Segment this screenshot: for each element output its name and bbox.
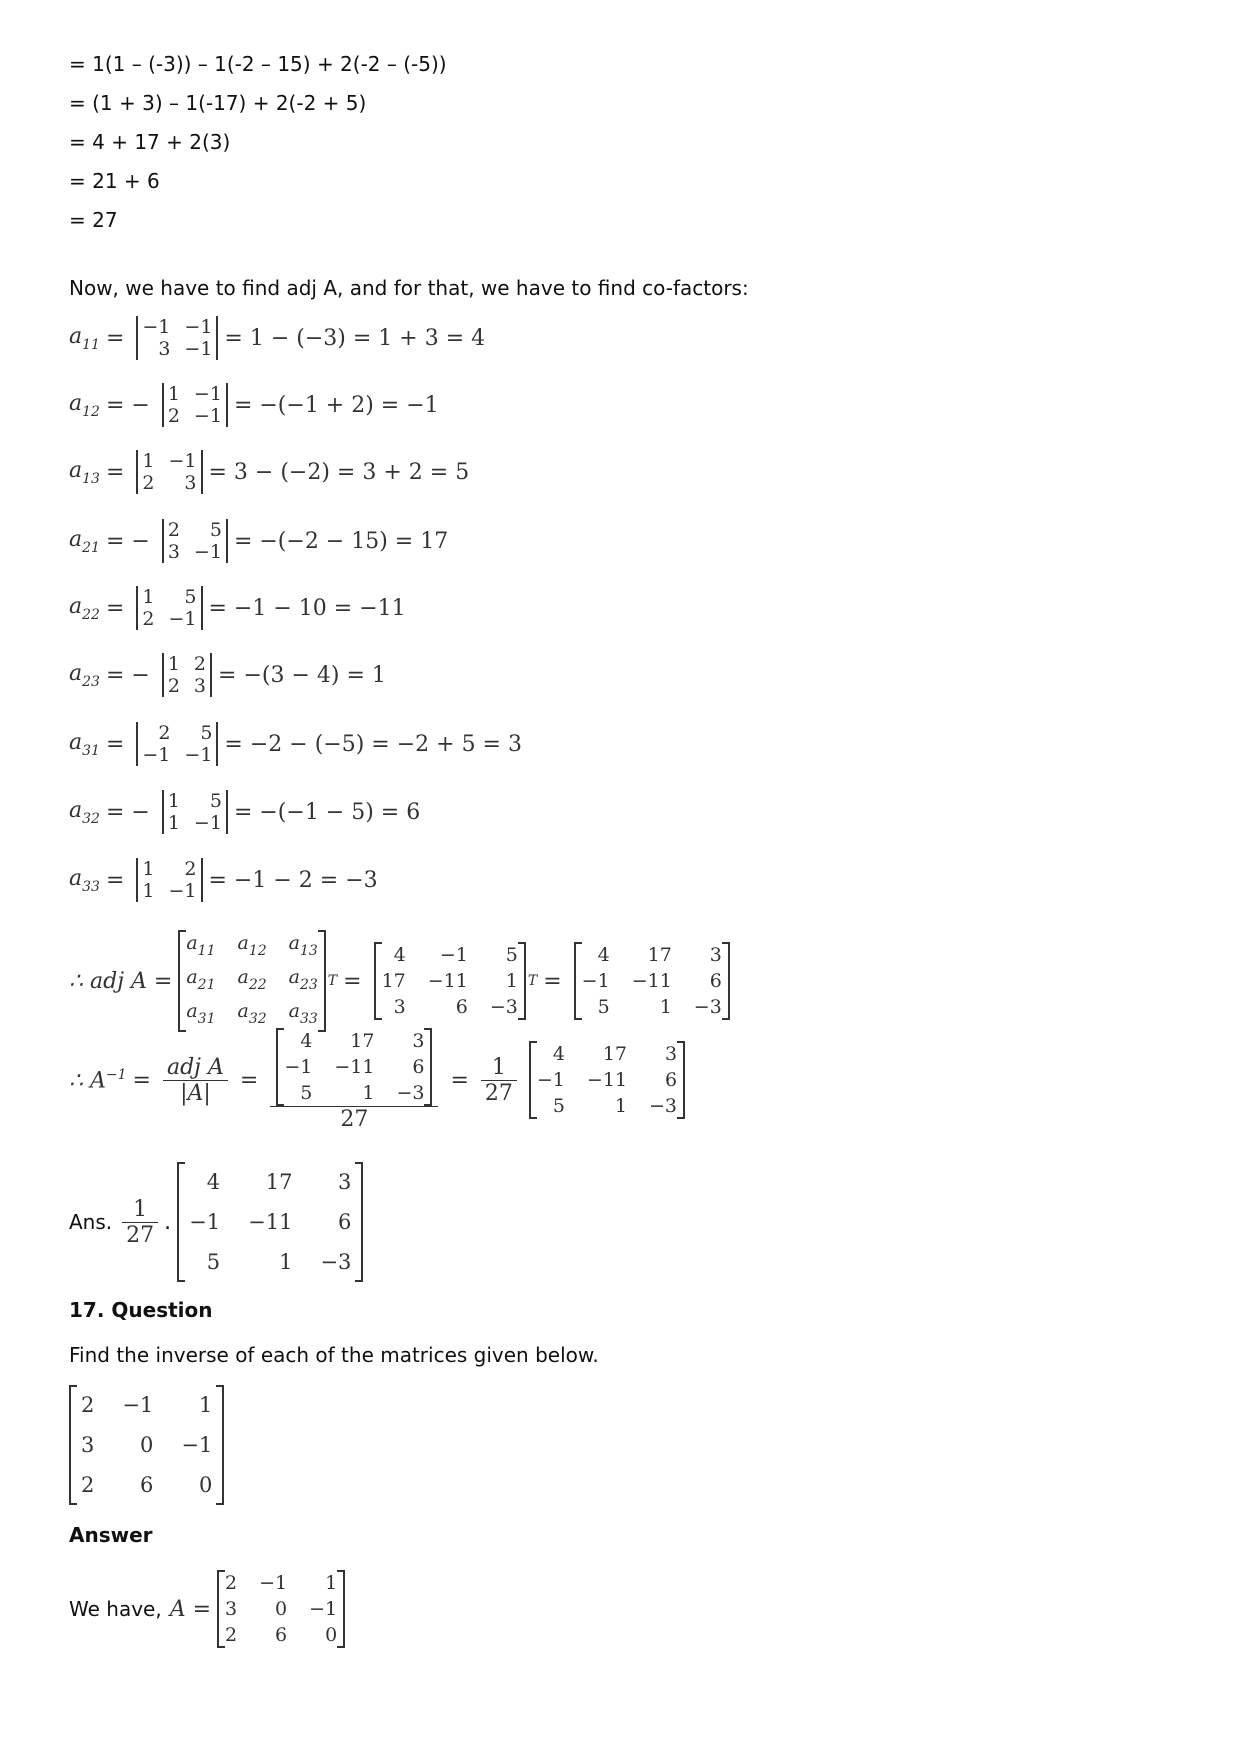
cofactor-intro: Now, we have to find adj A, and for that, we have to find co-factors: xyxy=(69,276,749,300)
matrix-entry: 5 xyxy=(552,1095,565,1117)
cofactor-result: = 3 − (−2) = 3 + 2 = 5 xyxy=(208,459,470,485)
inverse-result-matrix xyxy=(529,1041,685,1119)
cofactor-line-13 xyxy=(69,450,469,494)
adj-equation xyxy=(69,930,736,1032)
matrix-entry: 5 xyxy=(597,996,610,1018)
step-line-3: = 4 + 17 + 2(3) xyxy=(69,130,231,154)
matrix-entry: 0 xyxy=(275,1598,288,1620)
matrix-entry: 5 xyxy=(505,944,518,966)
matrix-entry: 0 xyxy=(198,1473,213,1497)
matrix-entry: 6 xyxy=(412,1056,425,1078)
matrix-entry: 2 xyxy=(225,1624,238,1646)
question-heading: 17. Question xyxy=(69,1298,213,1322)
matrix-entry: 17 xyxy=(647,944,672,966)
matrix-entry: 3 xyxy=(338,1170,352,1194)
matrix-entry: $a_{11}$ xyxy=(186,932,216,959)
equals-sign: = xyxy=(450,1067,469,1093)
matrix-entry: 3 xyxy=(225,1598,238,1620)
matrix-entry: −1 xyxy=(536,1069,565,1091)
minor-determinant: 2 5 3 −1 xyxy=(162,519,228,563)
step-line-2: = (1 + 3) – 1(-17) + 2(-2 + 5) xyxy=(69,91,367,115)
matrix-entry: 3 xyxy=(81,1433,95,1457)
matrix-entry: 6 xyxy=(139,1473,154,1497)
cofactor-label: $a_{11}$ xyxy=(69,323,100,353)
matrix-entry: −3 xyxy=(320,1250,352,1274)
matrix-entry: 1 xyxy=(505,970,518,992)
matrix-entry: 4 xyxy=(597,944,610,966)
matrix-entry: $a_{23}$ xyxy=(288,966,318,993)
cofactor-sign: = − xyxy=(105,799,150,825)
matrix-entry: 2 xyxy=(225,1572,238,1594)
we-have-text: We have, xyxy=(69,1597,162,1621)
equals-sign: = xyxy=(343,968,362,994)
minor-determinant: −1 −1 3 −1 xyxy=(136,316,218,360)
cofactor-line-23 xyxy=(69,653,386,697)
matrix-entry: $a_{33}$ xyxy=(288,1000,318,1027)
answer-heading: Answer xyxy=(69,1523,153,1547)
matrix-entry: 2 xyxy=(81,1473,95,1497)
matrix-entry: −11 xyxy=(427,970,468,992)
matrix-entry: 1 xyxy=(198,1393,213,1417)
matrix-entry: −11 xyxy=(334,1056,375,1078)
step-line-1: = 1(1 – (-3)) – 1(-2 – 15) + 2(-2 – (-5)) xyxy=(69,52,447,76)
matrix-entry: 6 xyxy=(709,970,722,992)
given-matrix xyxy=(217,1570,345,1648)
matrix-entry: 3 xyxy=(412,1030,425,1052)
matrix-entry: $a_{21}$ xyxy=(186,966,216,993)
cofactor-label: $a_{32}$ xyxy=(69,797,100,827)
cofactor-line-21 xyxy=(69,519,448,563)
question-text: Find the inverse of each of the matrices given below. xyxy=(69,1343,599,1367)
matrix-entry: −11 xyxy=(631,970,672,992)
matrix-entry: 17 xyxy=(381,970,406,992)
matrix-entry: −3 xyxy=(693,996,722,1018)
matrix-entry: −1 xyxy=(284,1056,313,1078)
matrix-entry: −1 xyxy=(122,1393,154,1417)
transpose-mark-1: T xyxy=(327,973,338,989)
matrix-entry: 6 xyxy=(275,1624,288,1646)
matrix-entry: 4 xyxy=(393,944,406,966)
matrix-entry: −11 xyxy=(586,1069,628,1091)
we-have-A: A = xyxy=(169,1596,212,1622)
matrix-entry: $a_{12}$ xyxy=(237,932,267,959)
cofactor-result: = −1 − 2 = −3 xyxy=(208,867,378,893)
matrix-entry: $a_{32}$ xyxy=(237,1000,267,1027)
minor-determinant: 1 −1 2 3 xyxy=(136,450,202,494)
minor-determinant: 1 2 1 −1 xyxy=(136,858,202,902)
matrix-entry: $a_{13}$ xyxy=(288,932,318,959)
question-matrix xyxy=(69,1385,224,1505)
matrix-entry: 5 xyxy=(206,1250,221,1274)
cofactor-label: $a_{33}$ xyxy=(69,865,100,895)
answer-matrix xyxy=(177,1162,363,1282)
minor-determinant: 1 5 2 −1 xyxy=(136,586,202,630)
adj-lead: ∴ adj A = xyxy=(69,968,173,994)
cofactor-result: = −(−1 − 5) = 6 xyxy=(233,799,421,825)
cofactor-sign: = − xyxy=(105,528,150,554)
minor-determinant: 1 −1 2 −1 xyxy=(162,383,228,427)
inverse-equation xyxy=(69,1028,691,1132)
matrix-entry: −1 xyxy=(181,1433,213,1457)
cofactor-sign: = xyxy=(105,459,125,485)
numeric-cofactor-matrix xyxy=(374,942,526,1020)
cofactor-sign: = xyxy=(105,867,125,893)
matrix-entry: 1 xyxy=(279,1250,293,1274)
equals-sign: = xyxy=(239,1067,259,1093)
adj-over-det-fraction: $\frac{\text{adj A}}{|A|}$ xyxy=(163,1055,228,1106)
we-have-line xyxy=(69,1570,351,1648)
cofactor-line-33 xyxy=(69,858,378,902)
cofactor-label: $a_{12}$ xyxy=(69,390,100,420)
matrix-entry: −1 xyxy=(189,1210,221,1234)
cofactor-line-11 xyxy=(69,316,485,360)
matrix-entry: 1 xyxy=(325,1572,338,1594)
matrix-entry: −1 xyxy=(439,944,468,966)
scalar-fraction: $\frac{1}{27}$ xyxy=(481,1055,517,1106)
cofactor-matrix xyxy=(178,930,325,1032)
minor-determinant: 1 5 1 −1 xyxy=(162,790,228,834)
matrix-entry: −11 xyxy=(248,1210,293,1234)
matrix-entry: 3 xyxy=(664,1043,678,1065)
cofactor-result: = −(−1 + 2) = −1 xyxy=(233,392,439,418)
matrix-entry: $a_{31}$ xyxy=(186,1000,216,1027)
matrix-entry: −1 xyxy=(581,970,610,992)
step-line-5: = 27 xyxy=(69,208,118,232)
cofactor-line-12 xyxy=(69,383,439,427)
cofactor-result: = −1 − 10 = −11 xyxy=(208,595,406,621)
transpose-mark-2: T xyxy=(527,973,538,989)
matrix-entry: 0 xyxy=(139,1433,154,1457)
matrix-entry: 17 xyxy=(602,1043,628,1065)
matrix-entry: 5 xyxy=(300,1082,313,1104)
matrix-entry: 1 xyxy=(362,1082,375,1104)
cofactor-line-22 xyxy=(69,586,406,630)
cofactor-sign: = − xyxy=(105,392,150,418)
matrix-entry: 1 xyxy=(659,996,672,1018)
cofactor-result: = −(3 − 4) = 1 xyxy=(218,662,386,688)
cofactor-label: $a_{13}$ xyxy=(69,457,100,487)
equals-sign: = xyxy=(543,968,562,994)
matrix-entry: 2 xyxy=(81,1393,95,1417)
matrix-entry: 17 xyxy=(350,1030,375,1052)
matrix-entry: 4 xyxy=(300,1030,313,1052)
cofactor-sign: = xyxy=(105,731,125,757)
matrix-entry: 4 xyxy=(206,1170,221,1194)
matrix-entry: 1 xyxy=(614,1095,628,1117)
cofactor-sign: = − xyxy=(105,662,150,688)
matrix-entry: 6 xyxy=(455,996,468,1018)
matrix-entry: 17 xyxy=(265,1170,293,1194)
cofactor-result: = −2 − (−5) = −2 + 5 = 3 xyxy=(224,731,522,757)
answer-fraction: $\frac{1}{27}$ xyxy=(122,1197,158,1248)
matrix-entry: 3 xyxy=(709,944,722,966)
matrix-over-det-fraction: 4 17 3 −1 −11 6 5 1 −3 27 xyxy=(270,1028,438,1132)
cofactor-sign: = xyxy=(105,325,125,351)
matrix-entry: $a_{22}$ xyxy=(237,966,267,993)
cofactor-sign: = xyxy=(105,595,125,621)
matrix-entry: −3 xyxy=(649,1095,678,1117)
answer-line: Ans. $\frac{1}{27}$ . 4 17 3 −1 −11 6 5 1 −3 xyxy=(69,1162,369,1282)
cofactor-label: $a_{22}$ xyxy=(69,593,100,623)
minor-determinant: 2 5 −1 −1 xyxy=(136,722,218,766)
matrix-entry: 6 xyxy=(338,1210,352,1234)
cofactor-line-32 xyxy=(69,790,420,834)
minor-determinant: 1 2 2 3 xyxy=(162,653,212,697)
matrix-entry: 4 xyxy=(552,1043,565,1065)
matrix-entry: −1 xyxy=(259,1572,288,1594)
matrix-entry: −1 xyxy=(309,1598,338,1620)
equals-sign: = xyxy=(132,1067,151,1093)
cofactor-result: = −(−2 − 15) = 17 xyxy=(233,528,449,554)
answer-prefix: Ans. xyxy=(69,1210,113,1234)
cofactor-line-31 xyxy=(69,722,522,766)
inverse-numerator-matrix xyxy=(276,1028,432,1106)
cofactor-label: $a_{21}$ xyxy=(69,526,100,556)
matrix-entry: 0 xyxy=(325,1624,338,1646)
cofactor-label: $a_{31}$ xyxy=(69,729,100,759)
matrix-entry: 6 xyxy=(664,1069,678,1091)
matrix-entry: −3 xyxy=(489,996,518,1018)
cofactor-result: = 1 − (−3) = 1 + 3 = 4 xyxy=(224,325,486,351)
adjoint-matrix xyxy=(574,942,730,1020)
matrix-entry: 3 xyxy=(393,996,406,1018)
step-line-4: = 21 + 6 xyxy=(69,169,160,193)
cofactor-label: $a_{23}$ xyxy=(69,660,100,690)
matrix-entry: −3 xyxy=(396,1082,425,1104)
inverse-lead: ∴ $A^{-1}$ xyxy=(69,1066,127,1094)
